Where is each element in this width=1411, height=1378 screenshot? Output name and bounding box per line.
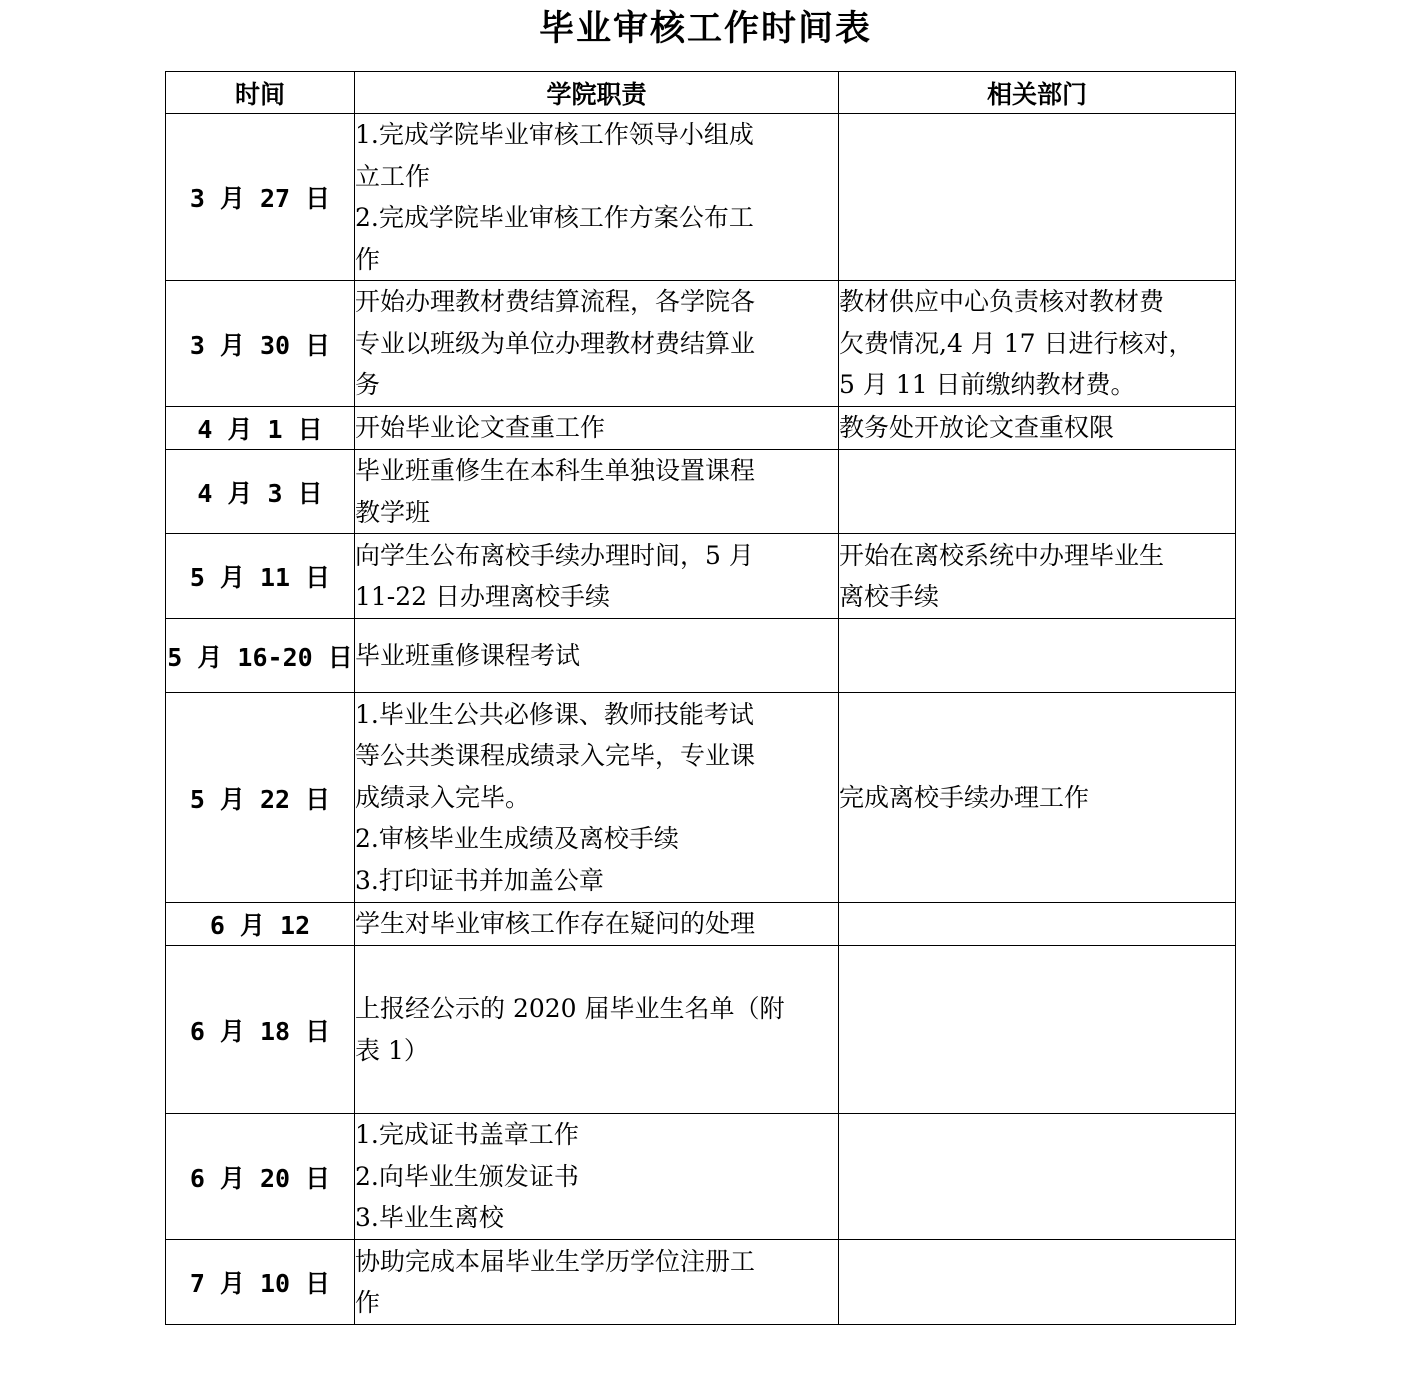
duty-line: 协助完成本届毕业生学历学位注册工: [355, 1246, 756, 1276]
date-cell: 6 月 12: [166, 903, 355, 946]
table-row: [166, 407, 1236, 450]
related-dept-cell: [839, 450, 1236, 534]
duty-line: 2.审核毕业生成绩及离校手续: [355, 824, 679, 854]
table-row: [166, 693, 1236, 903]
duty-line: 1.完成学院毕业审核工作领导小组成: [355, 120, 754, 149]
duty-line: 向学生公布离校手续办理时间，5 月: [355, 540, 754, 570]
table-row: [166, 450, 1236, 534]
college-duty-cell: [355, 450, 839, 534]
date-cell: 7 月 10 日: [166, 1240, 355, 1325]
college-duty-cell: [355, 903, 839, 946]
duty-line: 3.打印证书并加盖公章: [355, 865, 604, 895]
related-dept-cell: [839, 407, 1236, 450]
table-body: [166, 114, 1236, 1325]
document-title: 毕业审核工作时间表: [538, 9, 872, 49]
related-dept-cell: [839, 619, 1236, 693]
table-row: [166, 619, 1236, 693]
college-duty-cell: [355, 693, 839, 903]
related-dept-cell: [839, 693, 1236, 903]
header-related-dept: 相关部门: [839, 72, 1236, 114]
date-cell: 4 月 3 日: [166, 450, 355, 534]
date-cell: 4 月 1 日: [166, 407, 355, 450]
dept-line: 教务处开放论文查重权限: [839, 413, 1115, 443]
schedule-table: [165, 71, 1236, 1325]
duty-line: 1.毕业生公共必修课、教师技能考试: [355, 699, 754, 729]
college-duty-cell: [355, 534, 839, 619]
duty-line: 作: [355, 1288, 381, 1317]
dept-line: 5 月 11 日前缴纳教材费。: [839, 370, 1136, 400]
dept-line: 完成离校手续办理工作: [839, 782, 1090, 812]
related-dept-cell: [839, 534, 1236, 619]
duty-line: 开始办理教材费结算流程，各学院各: [355, 287, 756, 317]
college-duty-cell: [355, 114, 839, 281]
date-cell: 6 月 18 日: [166, 946, 355, 1114]
date-cell: 5 月 16-20 日: [166, 619, 355, 693]
header-time: 时间: [166, 72, 355, 114]
table-row: [166, 903, 1236, 946]
dept-line: 离校手续: [839, 582, 940, 611]
duty-line: 作: [355, 244, 381, 274]
table-row: [166, 281, 1236, 407]
dept-line: 欠费情况,4 月 17 日进行核对，: [839, 328, 1194, 358]
table-header-row: [166, 72, 1236, 114]
duty-line: 立工作: [355, 161, 431, 191]
college-duty-cell: [355, 946, 839, 1114]
duty-line: 开始毕业论文查重工作: [355, 413, 606, 443]
college-duty-cell: [355, 1114, 839, 1240]
duty-line: 教学班: [355, 497, 431, 527]
duty-line: 上报经公示的 2020 届毕业生名单（附: [355, 994, 785, 1023]
duty-line: 2.完成学院毕业审核工作方案公布工: [355, 203, 754, 232]
duty-line: 2.向毕业生颁发证书: [355, 1161, 579, 1191]
date-cell: 6 月 20 日: [166, 1114, 355, 1240]
duty-line: 毕业班重修课程考试: [355, 640, 581, 670]
date-cell: 3 月 27 日: [166, 114, 355, 281]
table-row: [166, 1240, 1236, 1325]
duty-line: 等公共类课程成绩录入完毕，专业课: [355, 741, 756, 771]
related-dept-cell: [839, 1240, 1236, 1325]
related-dept-cell: [839, 1114, 1236, 1240]
related-dept-cell: [839, 281, 1236, 407]
college-duty-cell: [355, 1240, 839, 1325]
date-cell: 5 月 22 日: [166, 693, 355, 903]
duty-line: 毕业班重修生在本科生单独设置课程: [355, 456, 756, 485]
college-duty-cell: [355, 407, 839, 450]
duty-line: 11-22 日办理离校手续: [355, 582, 611, 611]
table-row: [166, 1114, 1236, 1240]
related-dept-cell: [839, 946, 1236, 1114]
dept-line: 开始在离校系统中办理毕业生: [839, 540, 1165, 570]
duty-line: 3.毕业生离校: [355, 1203, 504, 1233]
duty-line: 学生对毕业审核工作存在疑问的处理: [355, 909, 756, 939]
duty-line: 专业以班级为单位办理教材费结算业: [355, 328, 756, 358]
college-duty-cell: [355, 619, 839, 693]
date-cell: 5 月 11 日: [166, 534, 355, 619]
header-college-duty: 学院职责: [355, 72, 839, 114]
related-dept-cell: [839, 903, 1236, 946]
duty-line: 表 1）: [355, 1035, 429, 1065]
table-row: [166, 946, 1236, 1114]
table-row: [166, 114, 1236, 281]
duty-line: 成绩录入完毕。: [355, 782, 531, 812]
related-dept-cell: [839, 114, 1236, 281]
dept-line: 教材供应中心负责核对教材费: [839, 287, 1165, 317]
duty-line: 1.完成证书盖章工作: [355, 1120, 579, 1150]
table-row: [166, 534, 1236, 619]
date-cell: 3 月 30 日: [166, 281, 355, 407]
college-duty-cell: [355, 281, 839, 407]
duty-line: 务: [355, 370, 381, 400]
